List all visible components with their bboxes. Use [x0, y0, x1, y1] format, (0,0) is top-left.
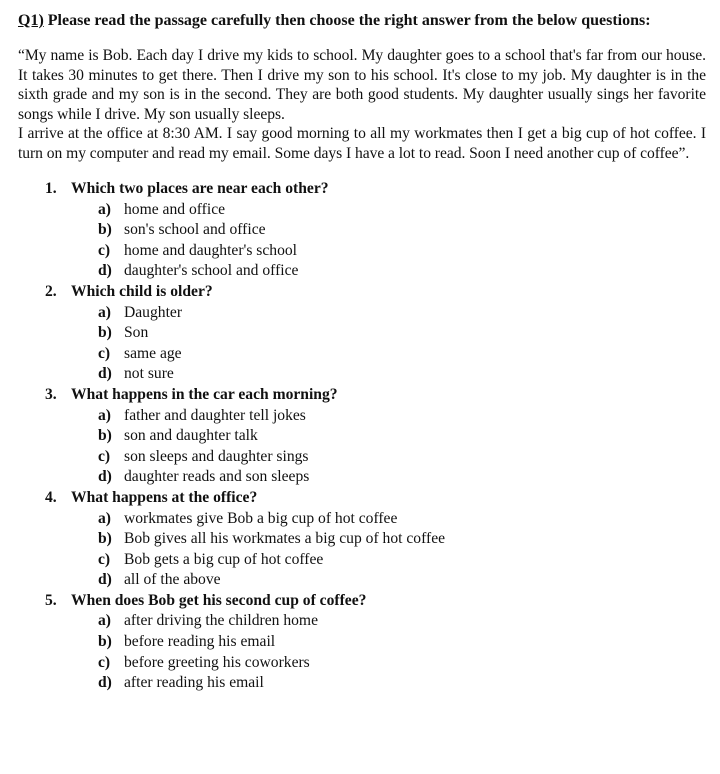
option-letter: b) — [98, 427, 112, 445]
option-a[interactable] — [98, 406, 706, 427]
option-text: all of the above — [124, 571, 221, 589]
option-text: Daughter — [124, 303, 183, 321]
option-text: not sure — [124, 365, 174, 383]
question-list — [18, 179, 706, 694]
option-letter: c) — [98, 550, 111, 568]
option-text: after reading his email — [124, 674, 264, 692]
question-heading — [18, 10, 706, 32]
option-letter: d) — [98, 571, 112, 589]
option-b[interactable] — [98, 529, 706, 550]
passage-paragraph-1: “My name is Bob. Each day I drive my kids to school. My daughter goes to a school that's far from our house. It takes 30 minutes to get there. Then I drive my son to his school. It's close to my job. My daughter is in the sixth grade and my son is in the second. They are both good students. My daughter usually sings her favorite songs while I drive. My son usually sleeps. — [18, 47, 706, 123]
question-index: 3. — [45, 385, 57, 403]
question-title — [18, 179, 706, 200]
option-letter: d) — [98, 674, 112, 692]
question-text: When does Bob get his second cup of coffee? — [71, 591, 367, 609]
option-text: before greeting his coworkers — [124, 653, 310, 671]
option-d[interactable] — [98, 570, 706, 591]
question-item-4 — [18, 488, 706, 591]
question-title — [18, 591, 706, 612]
option-d[interactable] — [98, 467, 706, 488]
option-letter: b) — [98, 221, 112, 239]
option-c[interactable] — [98, 344, 706, 365]
option-text: same age — [124, 344, 182, 362]
question-title — [18, 488, 706, 509]
option-letter: c) — [98, 344, 111, 362]
option-letter: b) — [98, 324, 112, 342]
option-letter: a) — [98, 406, 111, 424]
option-letter: b) — [98, 633, 112, 651]
option-text: father and daughter tell jokes — [124, 406, 306, 424]
option-letter: a) — [98, 509, 111, 527]
option-letter: d) — [98, 468, 112, 486]
option-text: before reading his email — [124, 633, 276, 651]
question-text: What happens in the car each morning? — [71, 385, 338, 403]
option-c[interactable] — [98, 447, 706, 468]
option-text: son and daughter talk — [124, 427, 258, 445]
question-item-5 — [18, 591, 706, 694]
option-text: home and daughter's school — [124, 241, 298, 259]
option-letter: d) — [98, 365, 112, 383]
option-text: Son — [124, 324, 149, 342]
option-text: son sleeps and daughter sings — [124, 447, 309, 465]
option-letter: d) — [98, 262, 112, 280]
question-text: Which child is older? — [71, 282, 213, 300]
option-b[interactable] — [98, 632, 706, 653]
option-letter: a) — [98, 200, 111, 218]
question-title — [18, 282, 706, 303]
option-list — [18, 611, 706, 693]
question-text: Which two places are near each other? — [71, 180, 329, 197]
question-index: 2. — [45, 282, 57, 300]
option-text: daughter's school and office — [124, 262, 299, 280]
option-text: home and office — [124, 200, 226, 218]
option-b[interactable] — [98, 323, 706, 344]
option-list — [18, 200, 706, 282]
instruction-text: Please read the passage carefully then choose the right answer from the below questions: — [43, 12, 651, 29]
option-d[interactable] — [98, 261, 706, 282]
option-a[interactable] — [98, 303, 706, 324]
question-number: Q1) — [18, 12, 44, 29]
option-b[interactable] — [98, 220, 706, 241]
option-text: workmates give Bob a big cup of hot coffee — [124, 509, 398, 527]
option-text: son's school and office — [124, 221, 266, 239]
question-item-2 — [18, 282, 706, 385]
question-item-3 — [18, 385, 706, 488]
question-index: 5. — [45, 591, 57, 609]
option-text: daughter reads and son sleeps — [124, 468, 310, 486]
option-b[interactable] — [98, 426, 706, 447]
question-index: 4. — [45, 488, 57, 506]
option-text: Bob gets a big cup of hot coffee — [124, 550, 324, 568]
question-text: What happens at the office? — [71, 488, 258, 506]
reading-passage — [18, 46, 706, 163]
question-item-1 — [18, 179, 706, 282]
option-letter: c) — [98, 447, 111, 465]
question-index: 1. — [45, 180, 57, 197]
option-a[interactable] — [98, 200, 706, 221]
passage-paragraph-2: I arrive at the office at 8:30 AM. I say good morning to all my workmates then I get a big cup of hot coffee. I turn on my computer and read my email. Some days I have a lot to read. Soon I need another cup of coffee”. — [18, 125, 706, 162]
option-text: Bob gives all his workmates a big cup of hot coffee — [124, 530, 446, 548]
option-a[interactable] — [98, 509, 706, 530]
option-text: after driving the children home — [124, 612, 318, 630]
option-a[interactable] — [98, 611, 706, 632]
option-letter: b) — [98, 530, 112, 548]
option-list — [18, 303, 706, 385]
option-letter: a) — [98, 612, 111, 630]
option-list — [18, 509, 706, 591]
option-c[interactable] — [98, 550, 706, 571]
option-d[interactable] — [98, 364, 706, 385]
option-list — [18, 406, 706, 488]
option-c[interactable] — [98, 241, 706, 262]
option-letter: c) — [98, 653, 111, 671]
option-letter: a) — [98, 303, 111, 321]
option-letter: c) — [98, 241, 111, 259]
question-title — [18, 385, 706, 406]
option-d[interactable] — [98, 673, 706, 694]
option-c[interactable] — [98, 653, 706, 674]
